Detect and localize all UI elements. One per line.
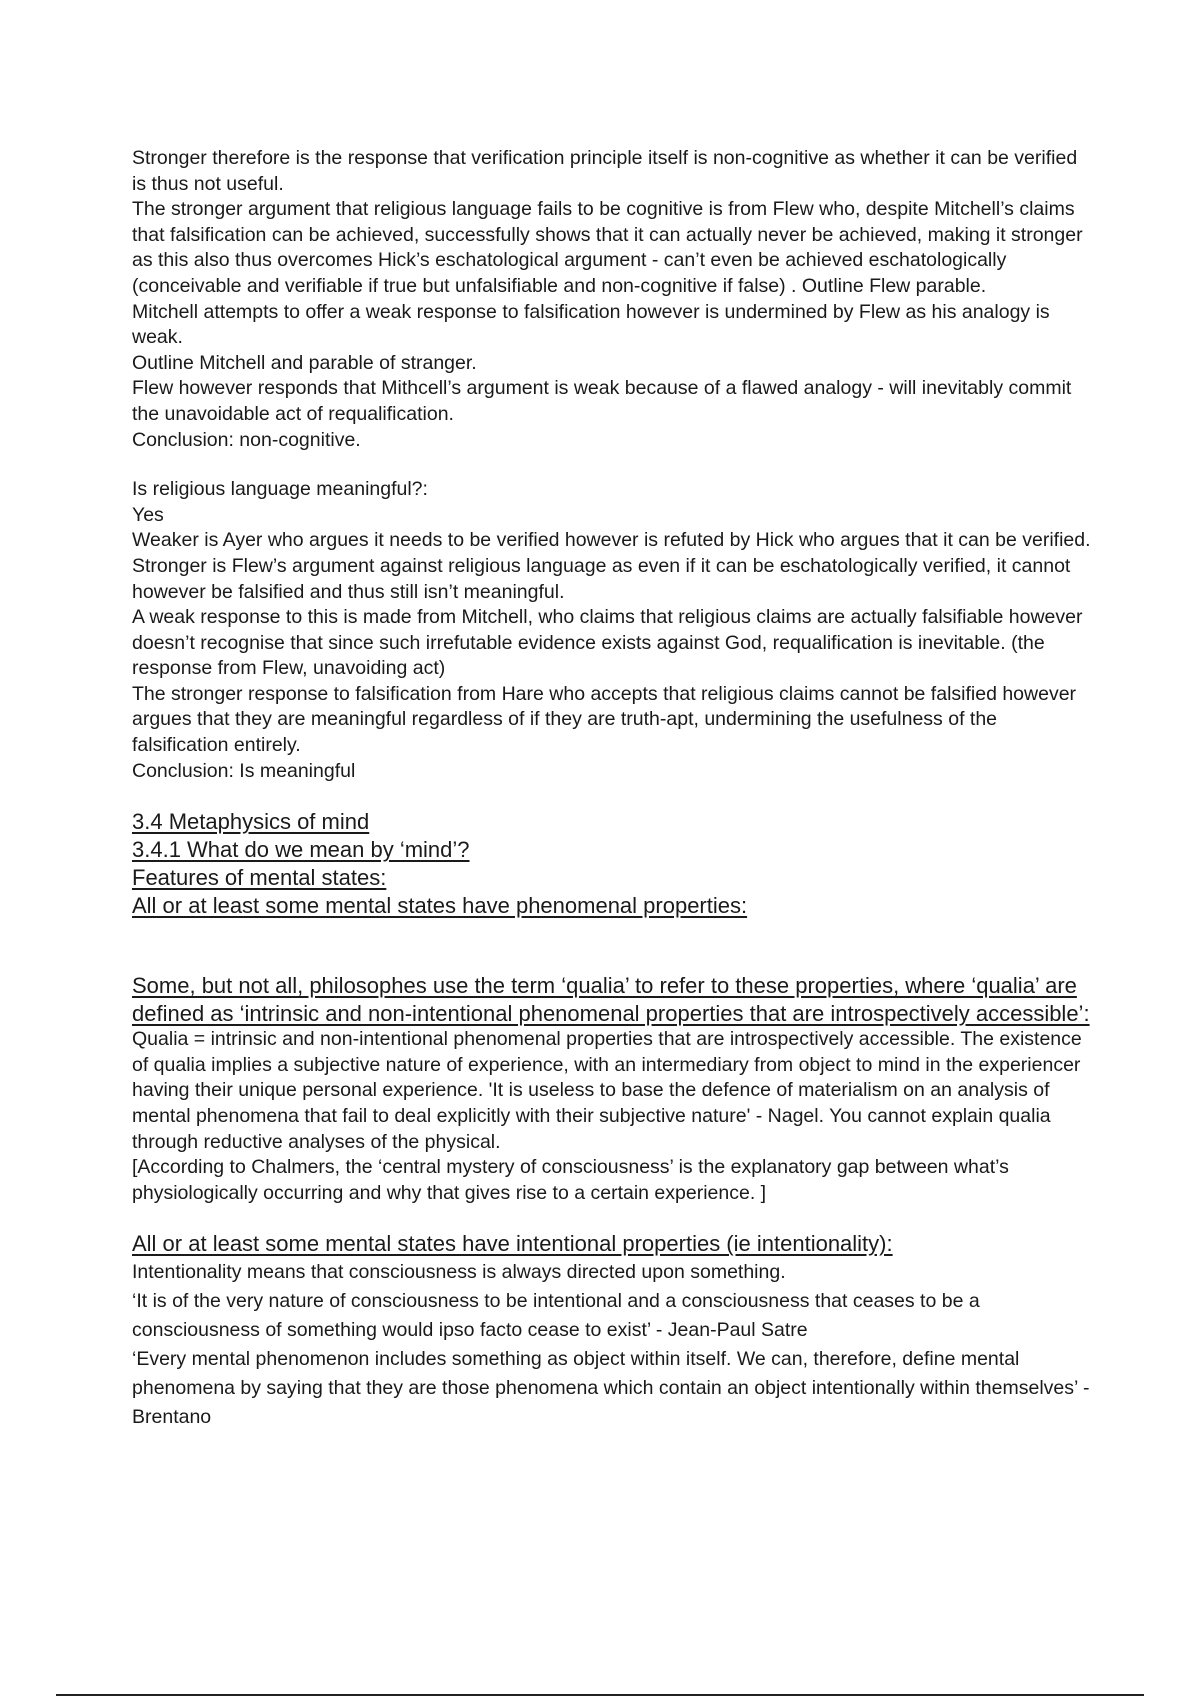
paragraph: Outline Mitchell and parable of stranger.	[132, 351, 477, 374]
conclusion-line: Conclusion: Is meaningful	[132, 759, 356, 782]
paragraph: A weak response to this is made from Mitchell, who claims that religious claims are actually falsifiable however doesn’t recognise that since such irrefutable evidence exists against God, requalification is inevitable. (the response from Flew, unavoiding act)	[132, 606, 1083, 680]
topic-heading: All or at least some mental states have intentional properties (ie intentionality):	[132, 1231, 893, 1257]
paragraph: Qualia = intrinsic and non-intentional phenomenal properties that are introspectively accessible. The existence of qualia implies a subjective nature of experience, with an intermediary from object to mind in the experiencer having their unique personal experience. 'It is useless to base the defence of materialism on an analysis of mental phenomena that fail to deal explicitly with their subjective nature' - Nagel. You cannot explain qualia through reductive analyses of the physical.	[132, 1028, 1082, 1153]
topic-heading: All or at least some mental states have phenomenal properties:	[132, 893, 748, 919]
document-page	[132, 146, 1092, 1432]
answer-line: Yes	[132, 503, 164, 526]
paragraph: Intentionality means that consciousness is always directed upon something.	[132, 1260, 786, 1283]
note-paragraph: [According to Chalmers, the ‘central mystery of consciousness’ is the explanatory gap between what’s physiologically occurring and why that gives rise to a certain experience. ]	[132, 1156, 1009, 1204]
paragraph: The stronger response to falsification from Hare who accepts that religious claims cannot be falsified however argues that they are meaningful regardless of if they are truth-apt, undermining the usefulness of the falsification entirely.	[132, 682, 1077, 757]
paragraph: Stronger is Flew’s argument against religious language as even if it can be eschatologically verified, it cannot however be falsified and thus still isn’t meaningful.	[132, 554, 1071, 603]
spacer	[132, 453, 1092, 477]
paragraph: The stronger argument that religious language fails to be cognitive is from Flew who, despite Mitchell’s claims that falsification can be achieved, successfully shows that it can actually never be achieved, making it stronger as this also thus overcomes Hick’s eschatological argument - can’t even be achieved eschatologically (conceivable and verifiable if true but unfalsifiable and non-cognitive if false) . Outline Flew parable.	[132, 198, 1083, 297]
spacer	[132, 784, 1092, 808]
paragraph: Weaker is Ayer who argues it needs to be verified however is refuted by Hick who argues that it can be verified.	[132, 529, 1091, 552]
paragraph: Flew however responds that Mithcell’s argument is weak because of a flawed analogy - will inevitably commit the unavoidable act of requalification.	[132, 377, 1072, 425]
topic-heading: Some, but not all, philosophes use the term ‘qualia’ to refer to these properties, where ‘qualia’ are defined as ‘intrinsic and non-intentional phenomenal properties that are introspectively accessible’:	[132, 973, 1090, 1026]
spacer	[132, 920, 1092, 972]
conclusion-line: Conclusion: non-cognitive.	[132, 428, 361, 451]
section-cognitive-conclusion	[132, 146, 1092, 453]
paragraph: Stronger therefore is the response that verification principle itself is non-cognitive as whether it can be verified is thus not useful.	[132, 147, 1078, 195]
quote-paragraph: ‘It is of the very nature of consciousness to be intentional and a consciousness that ceases to be a consciousness of something would ipso facto cease to exist’ - Jean-Paul Satre	[132, 1289, 980, 1341]
section-heading: 3.4 Metaphysics of mind	[132, 809, 370, 835]
footer-divider	[56, 1694, 1144, 1696]
question-line: Is religious language meaningful?:	[132, 478, 428, 501]
quote-paragraph: ‘Every mental phenomenon includes something as object within itself. We can, therefore, define mental phenomena by saying that they are those phenomena which contain an object intentionally within themselves’ - Brentano	[132, 1347, 1090, 1428]
section-meaningful-question	[132, 477, 1092, 784]
paragraph: Mitchell attempts to offer a weak response to falsification however is undermined by Flew as his analogy is weak.	[132, 300, 1050, 349]
section-qualia	[132, 972, 1092, 1206]
subsection-heading: 3.4.1 What do we mean by ‘mind’?	[132, 837, 470, 863]
spacer	[132, 1206, 1092, 1230]
section-metaphysics-of-mind	[132, 808, 1092, 920]
section-intentionality	[132, 1230, 1092, 1432]
topic-heading: Features of mental states:	[132, 865, 387, 891]
